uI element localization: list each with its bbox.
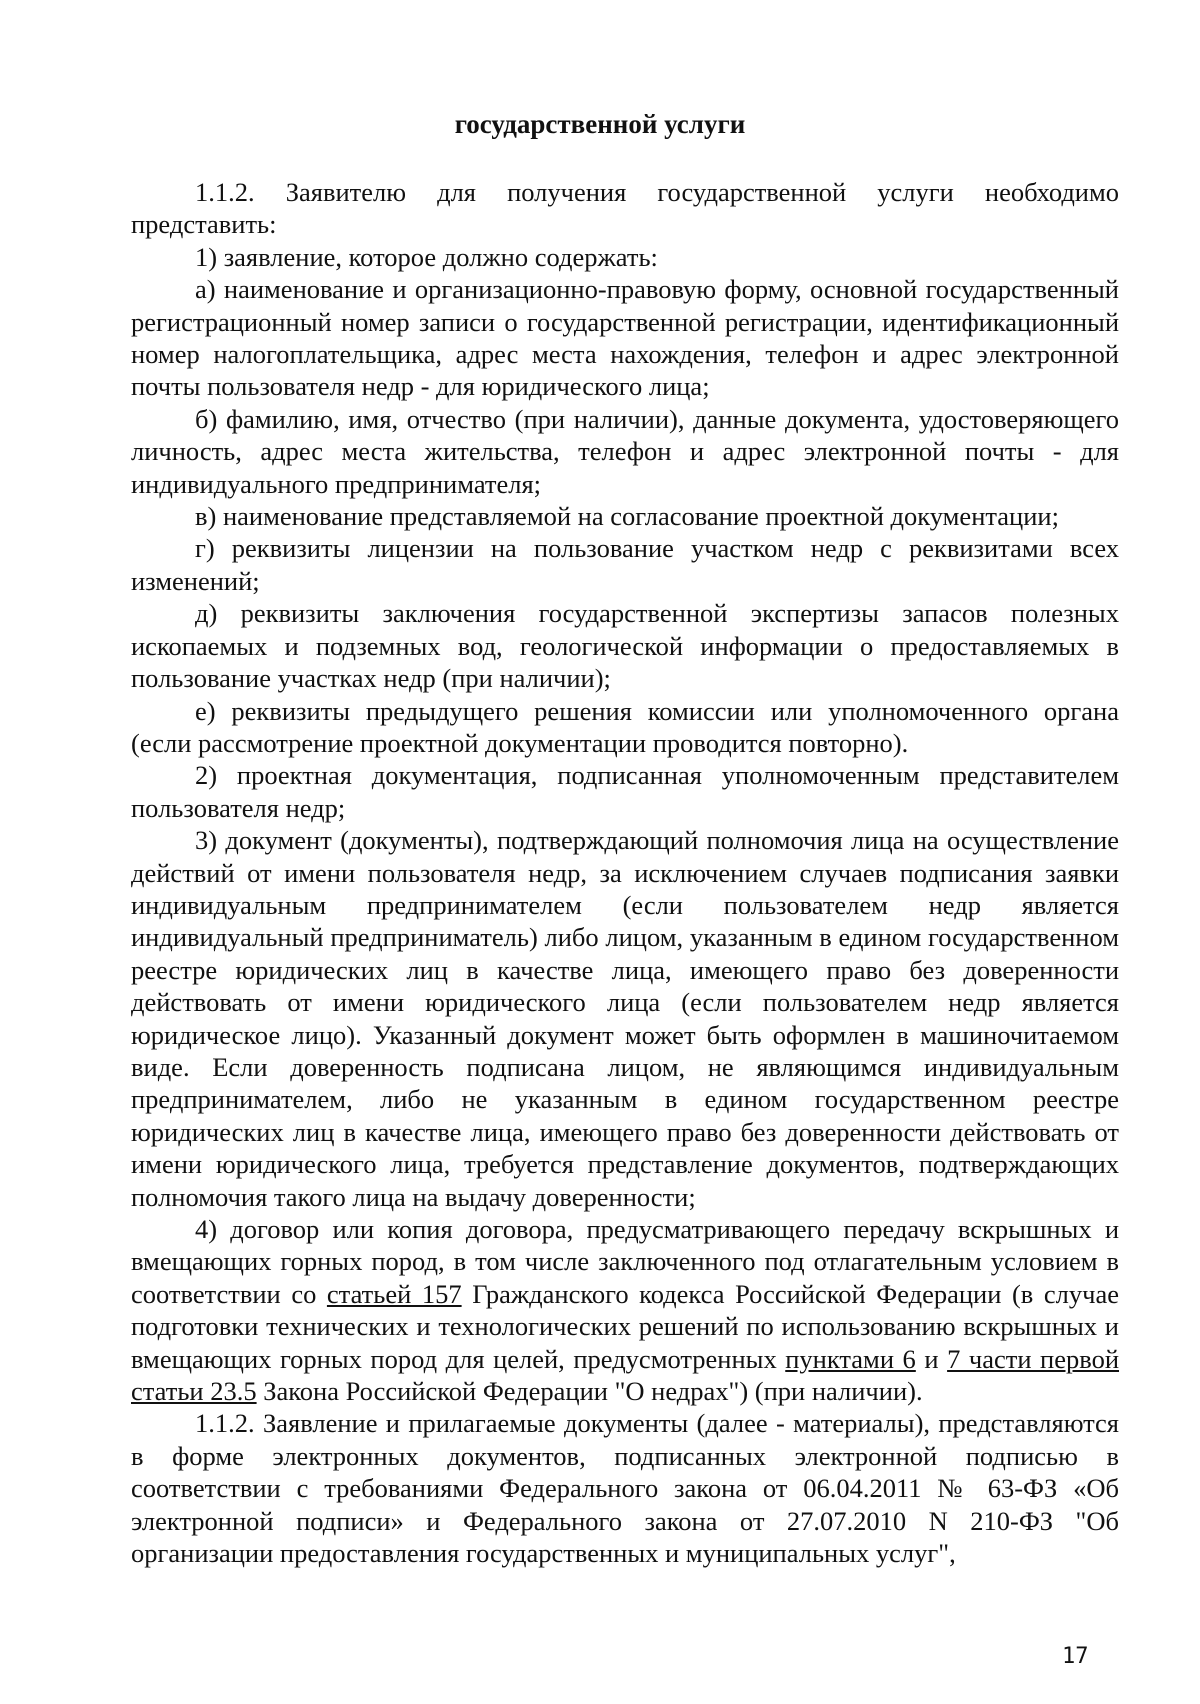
paragraph-item-1d: д) реквизиты заключения государственной экспертизы запасов полезных ископаемых и подземных вод, геологической информации о предоставляемых в пользование участках недр (при наличии); [131,598,1119,694]
paragraph-item-3: 3) документ (документы), подтверждающий полномочия лица на осуществление действий от имени пользователя недр, за исключением случаев подписания заявки индивидуальным предпринимателем (если пользователем недр является индивидуальный предприниматель) либо лицом, указанным в едином государственном реестре юридических лиц в качестве лица, имеющего право без доверенности действовать от имени юридического лица (если пользователем недр является юридическое лицо). Указанный документ может быть оформлен в машиночитаемом виде. Если доверенность подписана лицом, не являющимся индивидуальным предпринимателем, либо не указанным в едином государственном реестре юридических лиц в качестве лица, имеющего право без доверенности действовать от имени юридического лица, требуется представление документов, подтверждающих полномочия такого лица на выдачу доверенности; [131,825,1119,1212]
paragraph-item-2: 2) проектная документация, подписанная уполномоченным представителем пользователя недр; [131,760,1119,823]
paragraph-item-1v: в) наименование представляемой на согласование проектной документации; [195,501,1059,532]
paragraph-item-1e: е) реквизиты предыдущего решения комиссии или уполномоченного органа (если рассмотрение проектной документации проводится повторно). [131,695,1119,758]
link-article-23-5[interactable]: 7 части первой статьи 23.5 [131,1343,1120,1407]
paragraph-1-1-2-materials: 1.1.2. Заявление и прилагаемые документы (далее - материалы), представляются в форме электронных документов, подписанных электронной подписью в соответствии с требованиями Федерального закона от 06.04.2011 № 63-ФЗ «Об электронной подписи» и Федерального закона от 27.07.2010 N 210-ФЗ "Об организации предоставления государственных и муниципальных услуг", [131,1408,1119,1569]
document-body [131,176,1119,1569]
page-number: 17 [1062,1644,1089,1669]
link-article-157[interactable]: статьей 157 [326,1278,462,1309]
paragraph-item-1: 1) заявление, которое должно содержать: [195,241,658,272]
paragraph-item-1g: г) реквизиты лицензии на пользование участком недр с реквизитами всех изменений; [131,533,1119,596]
section-heading: государственной услуги [454,109,746,139]
paragraph-item-4-text-2: Гражданского кодекса Российской Федерации (в случае подготовки технических и технологических решений по использованию вскрышных и вмещающих горных пород для целей, предусмотренных [131,1278,1119,1374]
paragraph-item-1b: б) фамилию, имя, отчество (при наличии), данные документа, удостоверяющего личность, адрес места жительства, телефон и адрес электронной почты - для индивидуального предпринимателя; [131,403,1119,499]
paragraph-item-4-text-3: и [915,1343,948,1374]
link-points-6[interactable]: пунктами 6 [785,1343,916,1374]
paragraph-item-4-text-1: 4) договор или копия договора, предусматривающего передачу вскрышных и вмещающих горных пород, в том числе заключенного под отлагательным условием в соответствии со [131,1214,1119,1309]
paragraph-1-1-2-intro: 1.1.2. Заявителю для получения государственной услуги необходимо представить: [131,177,1119,240]
paragraph-item-4 [131,1213,1119,1407]
paragraph-item-1a: а) наименование и организационно-правовую форму, основной государственный регистрационный номер записи о государственной регистрации, идентификационный номер налогоплательщика, адрес места нахождения, телефон и адрес электронной почты пользователя недр - для юридического лица; [131,274,1119,402]
paragraph-item-4-text-4: Закона Российской Федерации "О недрах") (при наличии). [256,1376,923,1407]
